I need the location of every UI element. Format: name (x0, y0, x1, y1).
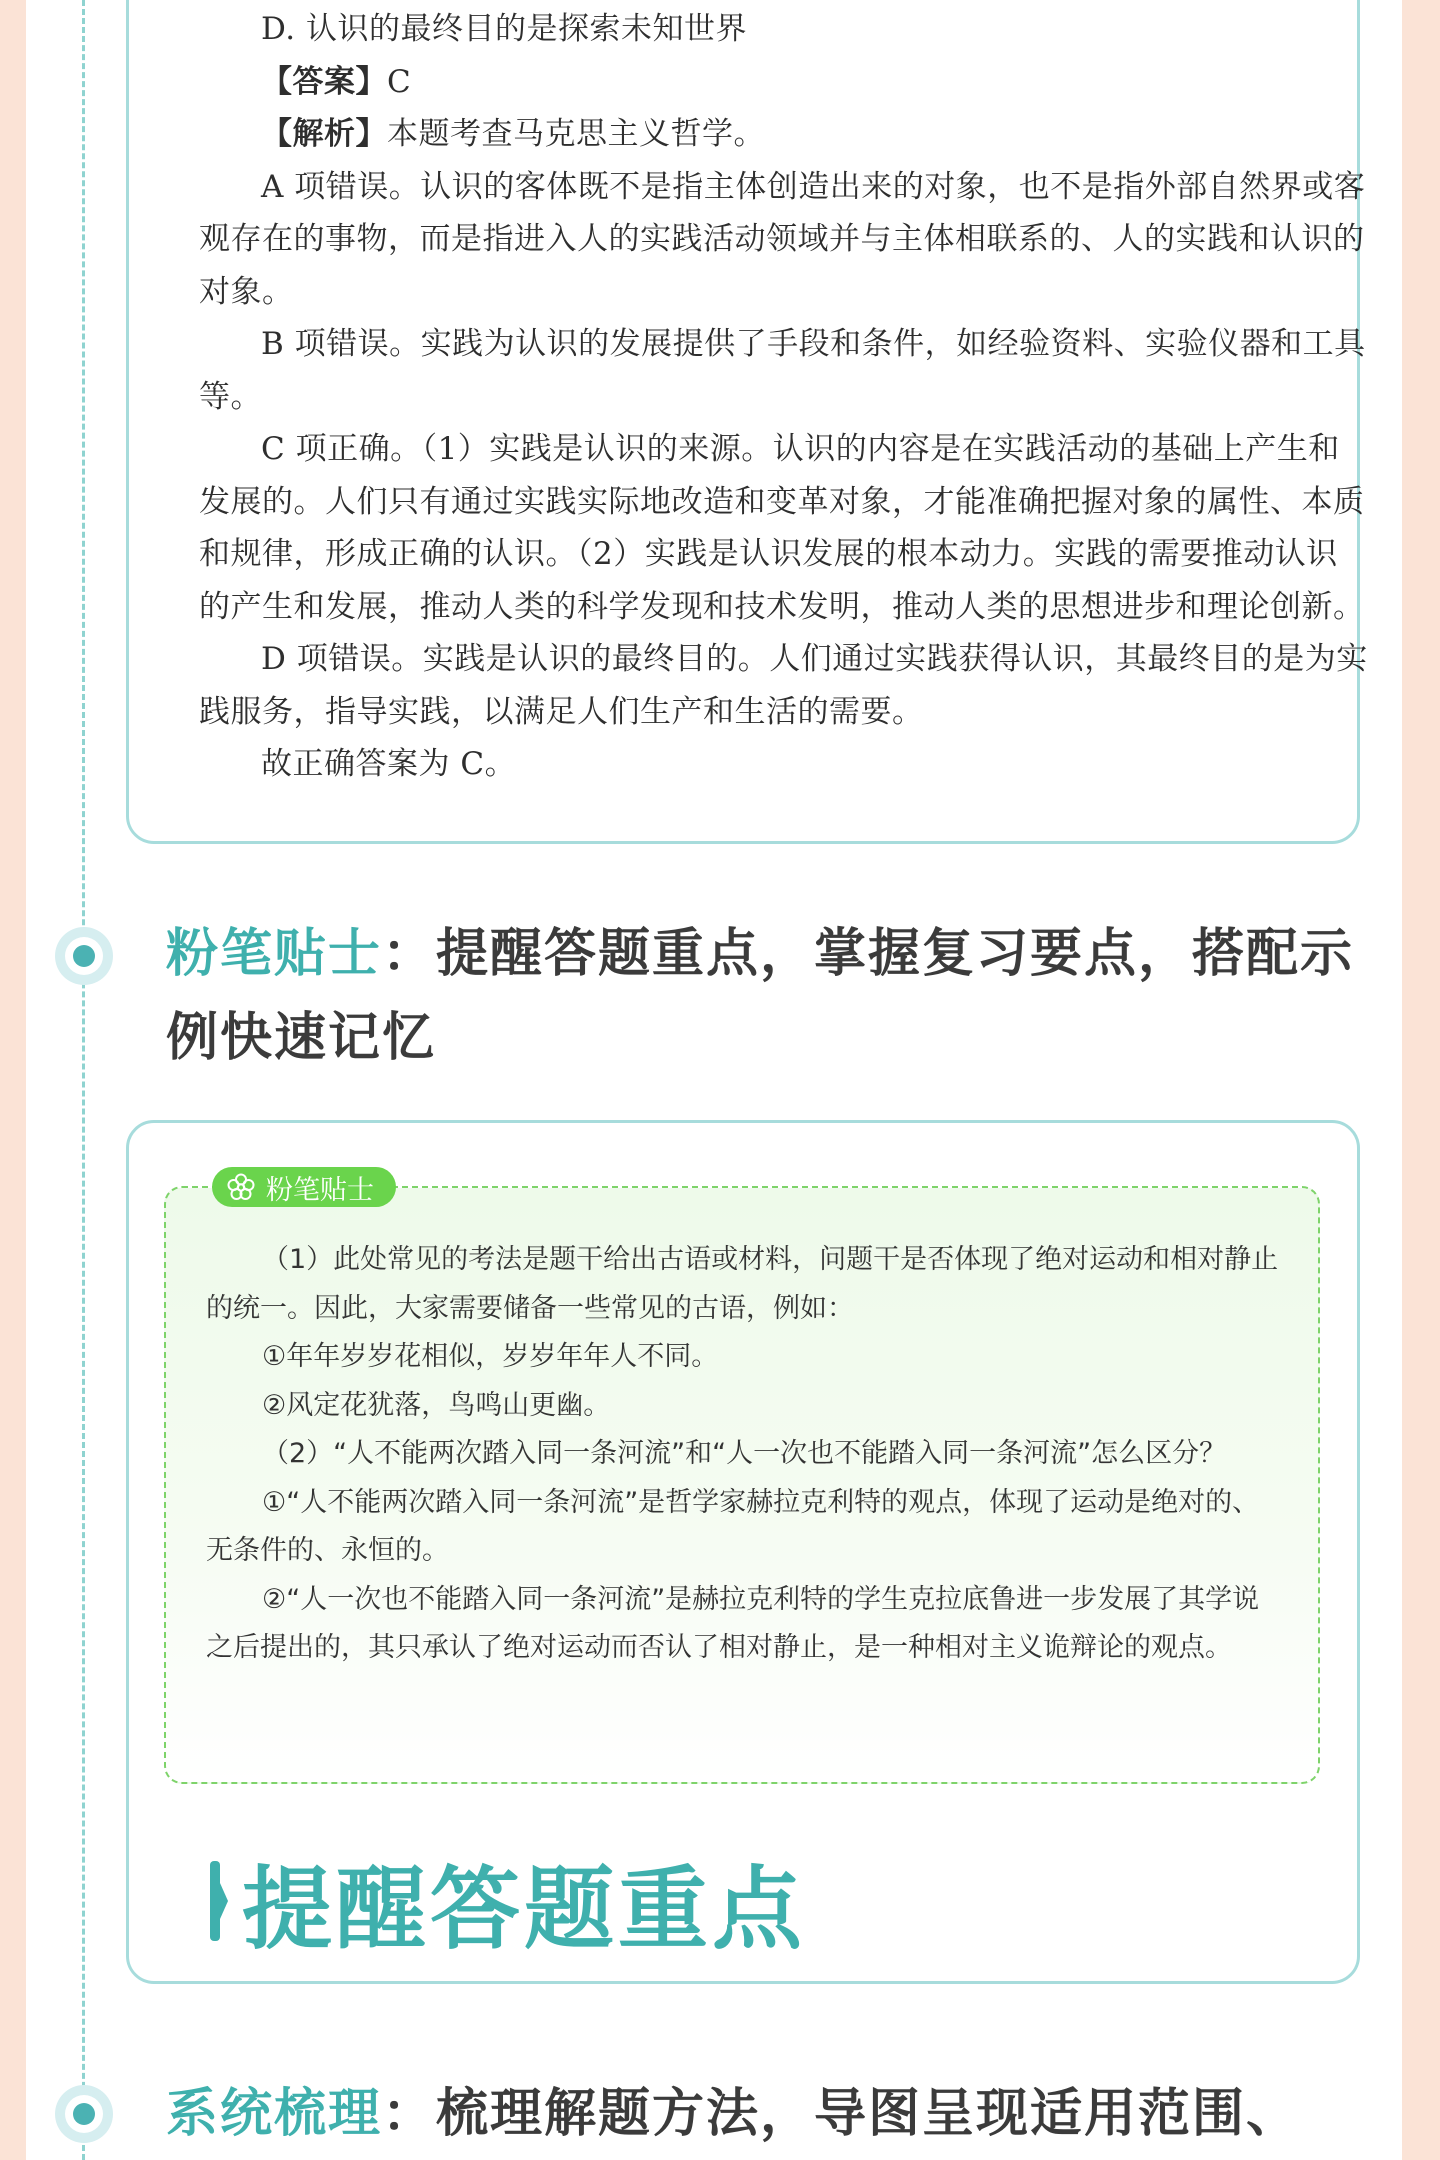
analysis-paragraph-c: C 项正确。（1）实践是认识的来源。认识的内容是在实践活动的基础上产生和发展的。人们只有通过实践实际地改造和变革对象，才能准确把握对象的属性、本质和规律，形成正确的认识。（2）实践是认识发展的根本动力。实践的需要推动认识的产生和发展，推动人类的科学发现和技术发明，推动人类的思想进步和理论创新。 (199, 431, 1365, 625)
tips-line: ①年年岁岁花相似，岁岁年年人不同。 (262, 1341, 719, 1372)
timeline-dashed-line (82, 0, 85, 2160)
section-heading-accent: 粉笔贴士 (166, 924, 383, 984)
tips-line: ②“人一次也不能踏入同一条河流”是赫拉克利特的学生克拉底鲁进一步发展了其学说之后提出的，其只承认了绝对运动而否认了相对静止，是一种相对主义诡辩论的观点。 (206, 1583, 1260, 1663)
answer-line (199, 56, 1369, 109)
tips-text (206, 1236, 1286, 1673)
section-heading-text: ：梳理解题方法，导图呈现适用范围、 (382, 2084, 1301, 2144)
analysis-label: 【解析】 (261, 116, 387, 152)
section-heading-text: ：提醒答题重点，掌握复习要点，搭配示例快速记忆 (166, 924, 1355, 1068)
analysis-paragraph-b: B 项错误。实践为认识的发展提供了手段和条件，如经验资料、实验仪器和工具等。 (199, 326, 1366, 415)
section-heading-system (166, 2072, 1366, 2156)
timeline-dot-icon (55, 2085, 113, 2143)
big-title (210, 1836, 806, 1966)
big-title-text: 提醒答题重点 (242, 1857, 806, 1962)
answer-label: 【答案】 (261, 63, 387, 100)
flower-icon (226, 1172, 256, 1202)
explanation-text (199, 3, 1369, 791)
tips-line: （1）此处常见的考法是题干给出古语或材料，问题干是否体现了绝对运动和相对静止的统一。因此，大家需要储备一些常见的古语，例如： (206, 1244, 1279, 1324)
option-d: D. 认识的最终目的是探索未知世界 (261, 11, 747, 47)
analysis-paragraph-d: D 项错误。实践是认识的最终目的。人们通过实践获得认识，其最终目的是为实践服务，指导实践，以满足人们生产和生活的需要。 (199, 641, 1368, 730)
section-heading-accent: 系统梳理 (166, 2084, 383, 2144)
title-bar-icon (210, 1861, 230, 1941)
tips-line: （2）“人不能两次踏入同一条河流”和“人一次也不能踏入同一条河流”怎么区分？ (262, 1438, 1227, 1469)
analysis-line (199, 108, 1369, 161)
tips-line: ①“人不能两次踏入同一条河流”是哲学家赫拉克利特的观点，体现了运动是绝对的、无条件的、永恒的。 (206, 1486, 1260, 1566)
tips-badge-label: 粉笔贴士 (266, 1174, 374, 1206)
section-heading-tips (166, 912, 1366, 1080)
tips-line: ②风定花犹落，鸟鸣山更幽。 (262, 1389, 611, 1421)
answer-value: C (387, 63, 412, 100)
analysis-paragraph-a: A 项错误。认识的客体既不是指主体创造出来的对象，也不是指外部自然界或客观存在的事物，而是指进入人的实践活动领域并与主体相联系的、人的实践和认识的对象。 (199, 168, 1366, 310)
analysis-intro: 本题考查马克思主义哲学。 (387, 116, 765, 152)
timeline-dot-icon (55, 927, 113, 985)
final-answer: 故正确答案为 C。 (261, 746, 517, 782)
tips-badge (212, 1167, 396, 1207)
explanation-card (126, 0, 1368, 844)
